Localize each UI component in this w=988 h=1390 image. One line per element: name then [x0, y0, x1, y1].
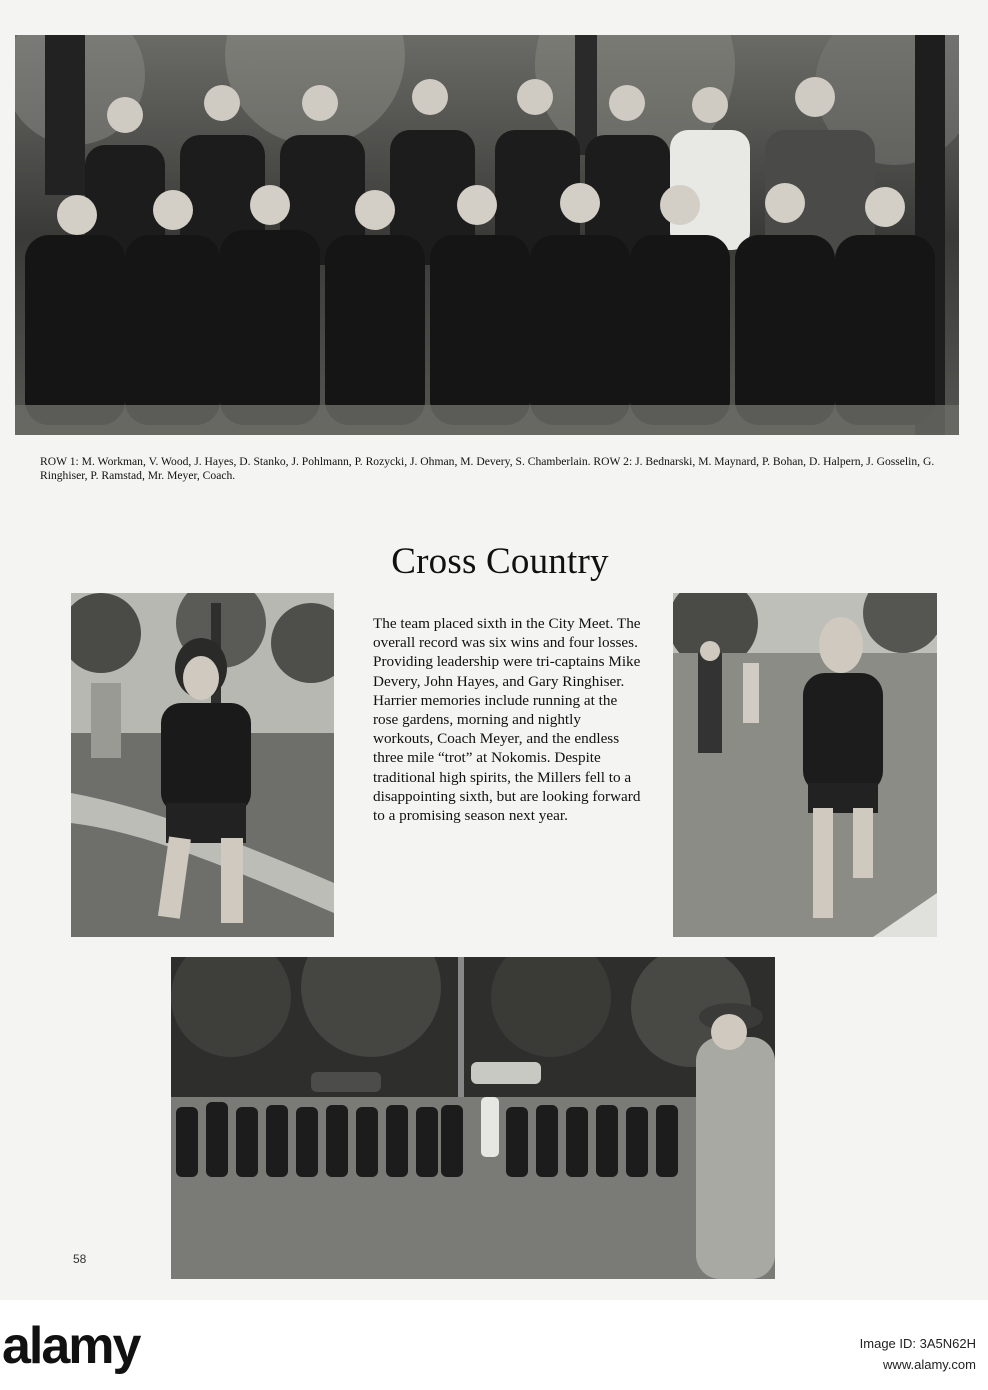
team-roster-caption: ROW 1: M. Workman, V. Wood, J. Hayes, D. Stanko, J. Pohlmann, P. Rozycki, J. Ohman, M. Devery, S. Chamberlain. ROW 2: J. Bednarski, M. Maynard, P. Bohan, D. Halpern, J. Gosselin, G. Ringhiser, P. Ramstad, Mr. Meyer, Coach. — [40, 455, 935, 482]
runner-left-photo — [71, 593, 334, 937]
story-text: The team placed sixth in the City Meet. The overall record was six wins and four losses. Providing leadership were tri-captains Mike Devery, John Hayes, and Gary Ringhiser. Harrier memories include running at the rose gardens, morning and nightly workouts, Coach Meyer, and the endless three mile “trot” at Nokomis. Despite traditional high spirits, the Millers fell to a disappointing sixth, but are looking forward to a promising season next year. — [373, 615, 641, 825]
page-number: 58 — [73, 1252, 87, 1266]
site-url-label: www.alamy.com — [883, 1357, 976, 1372]
image-id-label: Image ID: 3A5N62H — [859, 1336, 976, 1351]
race-start-photo — [171, 957, 775, 1279]
watermark-footer — [0, 1300, 988, 1390]
alamy-logo: alamy — [2, 1317, 140, 1375]
page-title: Cross Country — [391, 541, 609, 582]
watermark-info — [860, 1333, 976, 1375]
team-photo — [15, 35, 959, 435]
runner-right-photo — [673, 593, 937, 937]
